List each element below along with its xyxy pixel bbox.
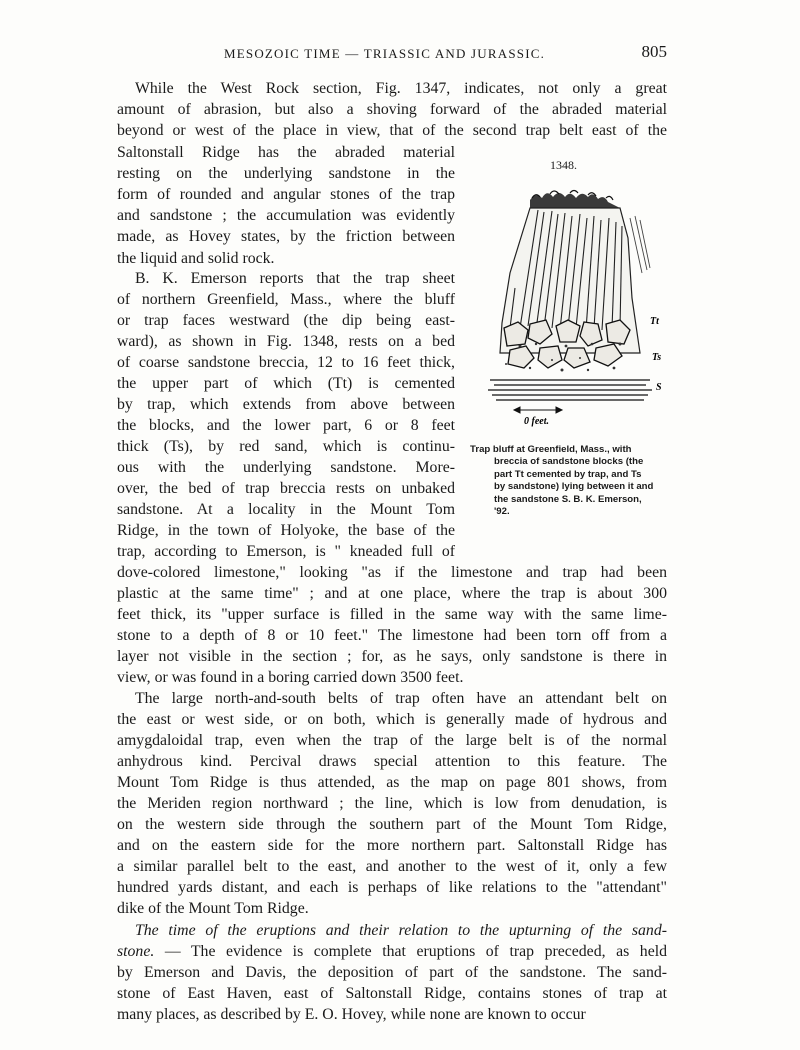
text-line: made, as Hovey states, by the friction between — [117, 228, 455, 245]
text-line: feet thick, its "upper surface is filled in the same way with the same lime- — [117, 606, 667, 623]
text-line: anhydrous kind. Percival draws special attention to this feature. The — [117, 753, 667, 770]
text-line: dike of the Mount Tom Ridge. — [117, 900, 309, 917]
text-line: the east or west side, or on both, which is generally made of hydrous and — [117, 711, 667, 728]
text-line: The time of the eruptions and their relation to the upturning of the sand- — [135, 922, 667, 939]
caption-line: '92. — [494, 506, 510, 518]
text-line: B. K. Emerson reports that the trap sheet — [135, 270, 455, 287]
figure-number: 1348. — [550, 158, 577, 172]
text-line: by trap, which extends from above between — [117, 396, 455, 413]
text-line: hundred yards distant, and each is perhaps of like relations to the "attendant" — [117, 879, 667, 896]
label-ts: Ts — [652, 352, 662, 363]
text-line: the blocks, and the lower part, 6 or 8 feet — [117, 417, 455, 434]
figure-1348 — [470, 150, 675, 530]
text-line: thick (Ts), by red sand, which is continu- — [117, 438, 455, 455]
caption-line: Trap bluff at Greenfield, Mass., with — [470, 444, 632, 455]
page-header — [117, 44, 667, 66]
text-line: a similar parallel belt to the east, and another to the west of it, only a few — [117, 858, 667, 875]
text-line: the Meriden region northward ; the line, which is low from denudation, is — [117, 795, 667, 812]
caption-line: breccia of sandstone blocks (the — [494, 456, 644, 468]
text-line: over, the bed of trap breccia rests on unbaked — [117, 480, 455, 497]
running-head: MESOZOIC TIME — TRIASSIC AND JURASSIC. — [224, 46, 546, 61]
text-line: or trap faces westward (the dip being east- — [117, 312, 455, 329]
text-line: of coarse sandstone breccia, 12 to 16 feet thick, — [117, 354, 455, 371]
text-line: of northern Greenfield, Mass., where the bluff — [117, 291, 455, 308]
text-line: by Emerson and Davis, the deposition of part of the sandstone. The sand- — [117, 964, 667, 981]
caption-line: part Tt cemented by trap, and Ts — [494, 468, 642, 480]
text-line: ous with the underlying sandstone. More- — [117, 459, 455, 476]
text-line: form of rounded and angular stones of the trap — [117, 186, 455, 203]
text-line: sandstone. At a locality in the Mount Tom — [117, 501, 455, 518]
text-line: and sandstone ; the accumulation was evidently — [117, 207, 455, 224]
text-line: layer not visible in the section ; for, as he says, only sandstone is there in — [117, 648, 667, 665]
text-line: many places, as described by E. O. Hovey, while none are known to occur — [117, 1006, 586, 1023]
text-line: Saltonstall Ridge has the abraded material — [117, 144, 455, 161]
text-line: the upper part of which (Tt) is cemented — [117, 375, 455, 392]
text-line: plastic at the same time" ; and at one place, where the trap is about 300 — [117, 585, 667, 602]
text-line: on the western side through the southern part of the Mount Tom Ridge, — [117, 816, 667, 833]
label-scale: 0 feet. — [524, 416, 549, 427]
label-s: S — [656, 382, 662, 393]
text-line: stone to a depth of 8 or 10 feet." The limestone had been torn off from a — [117, 627, 667, 644]
text-line: dove-colored limestone," looking "as if the limestone and trap had been — [117, 564, 667, 581]
text-line: resting on the underlying sandstone in the — [117, 165, 455, 182]
text-line: the liquid and solid rock. — [117, 250, 275, 267]
text-line: Ridge, in the town of Holyoke, the base of the — [117, 522, 455, 539]
text-line: While the West Rock section, Fig. 1347, indicates, not only a great — [135, 80, 667, 97]
text-line: amygdaloidal trap, even when the trap of the large belt is of the normal — [117, 732, 667, 749]
text-line: ward), as shown in Fig. 1348, rests on a bed — [117, 333, 455, 350]
page-number: 805 — [641, 42, 667, 61]
caption-line: the sandstone S. B. K. Emerson, — [494, 493, 642, 505]
label-tt: Tt — [650, 316, 659, 327]
text-line: Mount Tom Ridge is thus attended, as the map on page 801 shows, from — [117, 774, 667, 791]
text-line: stone. — The evidence is complete that eruptions of trap preceded, as held — [117, 943, 667, 960]
trap-bluff-illustration — [470, 178, 675, 440]
text-line: beyond or west of the place in view, that of the second trap belt east of the — [117, 122, 667, 139]
caption-line: by sandstone) lying between it and — [494, 481, 654, 493]
text-line: trap, according to Emerson, is " kneaded full of — [117, 543, 455, 560]
text-line: stone of East Haven, east of Saltonstall Ridge, contains stones of trap at — [117, 985, 667, 1002]
text-line: and on the eastern side for the more northern part. Saltonstall Ridge has — [117, 837, 667, 854]
figure-caption — [470, 444, 675, 518]
text-line: amount of abrasion, but also a shoving forward of the abraded material — [117, 101, 667, 118]
text-line: The large north-and-south belts of trap often have an attendant belt on — [135, 690, 667, 707]
text-line: view, or was found in a boring carried down 3500 feet. — [117, 669, 464, 686]
